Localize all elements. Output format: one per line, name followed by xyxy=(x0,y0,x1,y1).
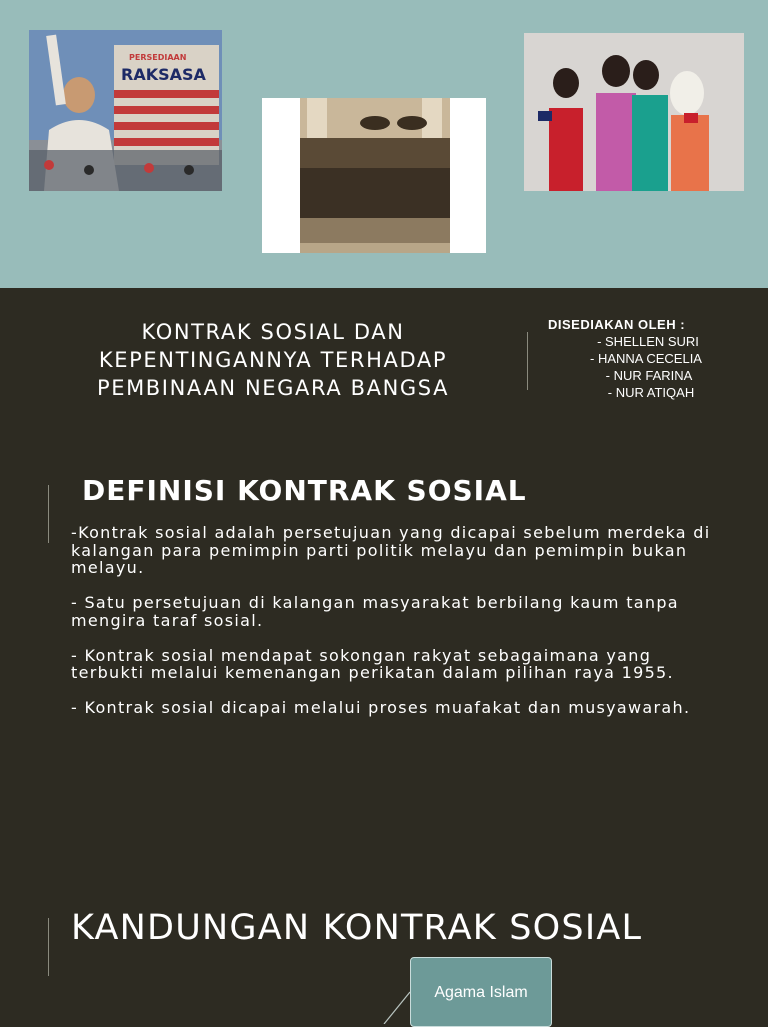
hero-photo-strip xyxy=(0,0,768,288)
author-item: - NUR ATIQAH xyxy=(607,385,695,400)
divider-line xyxy=(527,332,528,390)
women-flags-photo xyxy=(524,33,744,191)
author-list xyxy=(560,333,730,401)
presentation-title-line: PEMBINAAN NEGARA BANGSA xyxy=(96,376,450,400)
definition-paragraph: - Kontrak sosial dicapai melalui proses muafakat dan musyawarah. xyxy=(71,698,691,717)
contents-slide xyxy=(0,900,768,1024)
presentation-title xyxy=(60,318,486,402)
divider-line xyxy=(48,918,49,976)
title-slide xyxy=(0,288,768,450)
poster-sign-line1: PERSEDIAAN xyxy=(129,53,187,62)
connector-line xyxy=(380,990,412,1024)
definition-slide xyxy=(0,450,768,900)
poster-photo xyxy=(29,30,222,191)
presentation-title-line: KONTRAK SOSIAL DAN xyxy=(141,320,405,344)
agama-islam-label: Agama Islam xyxy=(434,984,528,1001)
author-item: - NUR FARINA xyxy=(605,368,693,383)
author-item: - HANNA CECELIA xyxy=(590,351,702,366)
author-item: - SHELLEN SURI xyxy=(597,334,699,349)
slide-title: DEFINISI KONTRAK SOSIAL xyxy=(82,474,527,507)
historical-photo xyxy=(262,98,486,253)
definition-paragraph: -Kontrak sosial adalah persetujuan yang dicapai sebelum merdeka di kalangan para pemimpin parti politik melayu dan pemimpin bukan melayu. xyxy=(71,523,711,577)
definition-paragraph: - Kontrak sosial mendapat sokongan rakyat sebagaimana yang terbukti melalui kemenangan perikatan dalam pilihan raya 1955. xyxy=(71,645,674,682)
agama-islam-box[interactable] xyxy=(410,957,552,1027)
definition-body xyxy=(71,524,711,734)
prepared-by-label: DISEDIAKAN OLEH : xyxy=(548,317,686,332)
divider-line xyxy=(48,485,49,543)
slide-title: KANDUNGAN KONTRAK SOSIAL xyxy=(71,908,643,948)
poster-sign-line2: RAKSASA xyxy=(121,65,206,84)
definition-paragraph: - Satu persetujuan di kalangan masyarakat berbilang kaum tanpa mengira taraf sosial. xyxy=(71,593,679,630)
presentation-title-line: KEPENTINGANNYA TERHADAP xyxy=(98,348,448,372)
